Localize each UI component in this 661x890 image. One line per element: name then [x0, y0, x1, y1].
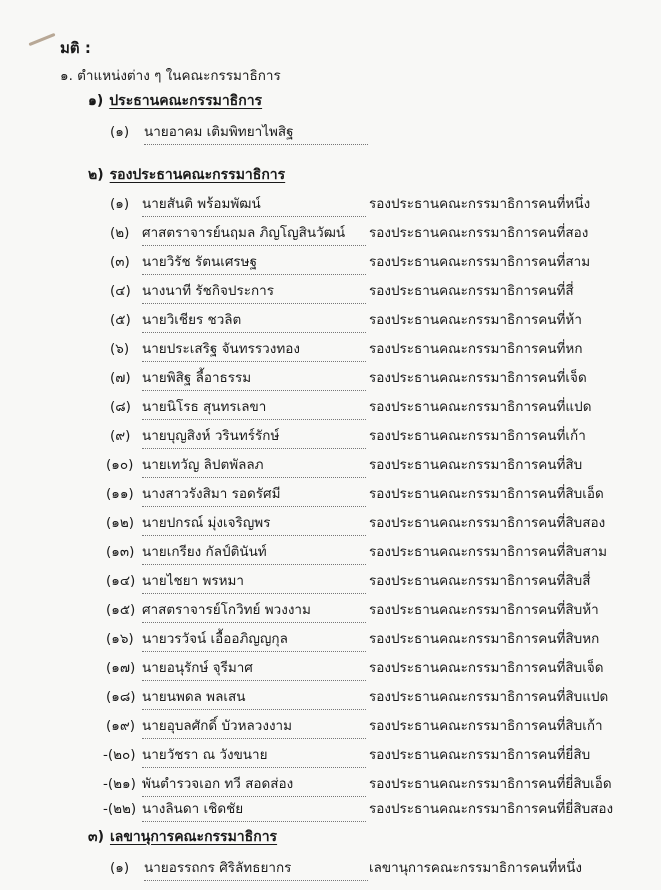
member-name: นายอรรถกร ศิริลัทธยากร — [144, 856, 368, 881]
member-name: นายวิเชียร ชวลิต — [142, 308, 366, 333]
member-role: รองประธานคณะกรรมาธิการคนที่สิบหก — [369, 631, 600, 647]
vice-chair-row — [0, 656, 661, 678]
member-name: พันตำรวจเอก ทวี สอดส่อง — [142, 772, 366, 797]
member-name: นายนพดล พลเสน — [142, 685, 366, 710]
resolution-heading: มติ : — [60, 39, 91, 57]
section-2-heading — [88, 164, 285, 186]
member-name: ศาสตราจารย์โกวิทย์ พวงงาม — [142, 598, 366, 623]
member-number: (๓) — [110, 254, 130, 270]
member-role: รองประธานคณะกรรมาธิการคนที่หนึ่ง — [369, 196, 591, 212]
member-role: รองประธานคณะกรรมาธิการคนที่สาม — [369, 254, 591, 270]
member-role: รองประธานคณะกรรมาธิการคนที่สิบสี่ — [369, 573, 591, 589]
member-number: (๑๖) — [106, 631, 134, 647]
vice-chair-row — [0, 250, 661, 272]
member-name: นางลินดา เชิดชัย — [142, 797, 366, 822]
member-role: รองประธานคณะกรรมาธิการคนที่สิบแปด — [369, 689, 609, 705]
member-number: (๑) — [110, 860, 130, 876]
section-2-title: รองประธานคณะกรรมาธิการ — [109, 167, 286, 183]
member-role: รองประธานคณะกรรมาธิการคนที่หก — [369, 341, 583, 357]
member-number: (๑๙) — [106, 718, 135, 734]
member-number: (๑๗) — [106, 660, 136, 676]
member-number: (๑๑) — [106, 486, 134, 502]
member-name: นายวิรัช รัตนเศรษฐ — [142, 250, 366, 275]
member-role: รองประธานคณะกรรมาธิการคนที่ห้า — [369, 312, 582, 328]
vice-chair-row — [0, 569, 661, 591]
vice-chair-row — [0, 308, 661, 330]
vice-chair-row — [0, 540, 661, 562]
member-role: รองประธานคณะกรรมาธิการคนที่สี่ — [369, 283, 574, 299]
member-role: รองประธานคณะกรรมาธิการคนที่ยี่สิบเอ็ด — [369, 776, 612, 792]
member-number: (๑๓) — [106, 544, 135, 560]
member-number: (๑) — [110, 196, 130, 212]
member-name: นายสันติ พร้อมพัฒน์ — [142, 192, 366, 217]
vice-chair-row — [0, 337, 661, 359]
member-number: (๔) — [110, 283, 131, 299]
vice-chair-row — [0, 279, 661, 301]
vice-chair-row — [0, 797, 661, 819]
member-role: รองประธานคณะกรรมาธิการคนที่สิบ — [369, 457, 583, 473]
member-number: (๑๘) — [106, 689, 136, 705]
vice-chair-row — [0, 772, 661, 794]
member-number: (๑๐) — [106, 457, 134, 473]
member-role: รองประธานคณะกรรมาธิการคนที่สิบสาม — [369, 544, 607, 560]
member-name: ศาสตราจารย์นฤมล ภิญโญสินวัฒน์ — [142, 221, 366, 246]
member-name: นายปกรณ์ มุ่งเจริญพร — [142, 511, 366, 536]
member-number: (๗) — [110, 370, 131, 386]
member-role: รองประธานคณะกรรมาธิการคนที่สิบห้า — [369, 602, 599, 618]
vice-chair-row — [0, 424, 661, 446]
vice-chair-row — [0, 395, 661, 417]
vice-chair-row — [0, 192, 661, 214]
vice-chair-row — [0, 482, 661, 504]
section-3-title: เลขานุการคณะกรรมาธิการ — [109, 829, 278, 845]
member-name: นายประเสริฐ จันทรรวงทอง — [142, 337, 366, 362]
section-3-heading — [88, 826, 277, 848]
member-role: เลขานุการคณะกรรมาธิการคนที่หนึ่ง — [369, 860, 583, 876]
vice-chair-row — [0, 598, 661, 620]
vice-chair-row — [0, 221, 661, 243]
section-1-number: ๑) — [88, 93, 104, 109]
member-number: (๑) — [110, 124, 130, 140]
member-name: นางนาที รัชกิจประการ — [142, 279, 366, 304]
member-number: (๕) — [110, 312, 131, 328]
member-number: (๑๔) — [106, 573, 136, 589]
section-3-number: ๓) — [88, 829, 104, 845]
member-number: (๘) — [110, 399, 131, 415]
vice-chair-row — [0, 685, 661, 707]
vice-chair-row — [0, 743, 661, 765]
member-name: นายวรวัจน์ เอื้ออภิญญกุล — [142, 627, 366, 652]
vice-chair-row — [0, 366, 661, 388]
member-role: รองประธานคณะกรรมาธิการคนที่เก้า — [369, 428, 586, 444]
member-role: รองประธานคณะกรรมาธิการคนที่สิบเก้า — [369, 718, 603, 734]
member-name: นายอาคม เติมพิทยาไพสิฐ — [144, 120, 368, 145]
member-number: -(๒๑) — [103, 776, 136, 792]
vice-chair-row — [0, 627, 661, 649]
item-1-title: ๑. ตำแหน่งต่าง ๆ ในคณะกรรมาธิการ — [60, 68, 281, 84]
member-name: นายบุญสิงห์ วรินทร์รักษ์ — [142, 424, 366, 449]
member-number: (๙) — [110, 428, 131, 444]
member-name: นายไชยา พรหมา — [142, 569, 366, 594]
chairman-row — [0, 120, 661, 142]
member-number: (๑๒) — [106, 515, 135, 531]
member-role: รองประธานคณะกรรมาธิการคนที่เจ็ด — [369, 370, 587, 386]
member-number: (๒) — [110, 225, 130, 241]
member-role: รองประธานคณะกรรมาธิการคนที่สิบเจ็ด — [369, 660, 604, 676]
member-role: รองประธานคณะกรรมาธิการคนที่สิบเอ็ด — [369, 486, 604, 502]
section-1-title: ประธานคณะกรรมาธิการ — [109, 93, 263, 109]
member-name: นายนิโรธ สุนทรเลขา — [142, 395, 366, 420]
member-name: นายพิสิฐ ลี้อาธรรม — [142, 366, 366, 391]
member-role: รองประธานคณะกรรมาธิการคนที่สิบสอง — [369, 515, 606, 531]
vice-chair-row — [0, 453, 661, 475]
member-name: นายวัชรา ณ วังขนาย — [142, 743, 366, 768]
member-number: (๖) — [110, 341, 130, 357]
member-role: รองประธานคณะกรรมาธิการคนที่แปด — [369, 399, 592, 415]
member-number: (๑๕) — [106, 602, 136, 618]
vice-chair-row — [0, 714, 661, 736]
secretary-row — [0, 856, 661, 878]
member-role: รองประธานคณะกรรมาธิการคนที่ยี่สิบสอง — [369, 801, 614, 817]
member-name: นายเกรียง กัลป์ตินันท์ — [142, 540, 366, 565]
member-name: นายเทวัญ ลิปตพัลลภ — [142, 453, 366, 478]
member-name: นายอนุรักษ์ จุรีมาศ — [142, 656, 366, 681]
member-number: -(๒๐) — [103, 747, 136, 763]
section-2-number: ๒) — [88, 167, 104, 183]
member-name: นางสาวรังสิมา รอดรัศมี — [142, 482, 366, 507]
member-number: -(๒๒) — [103, 801, 137, 817]
section-1-heading — [88, 90, 262, 112]
vice-chair-row — [0, 511, 661, 533]
member-name: นายอุบลศักดิ์ บัวหลวงงาม — [142, 714, 366, 739]
pen-mark — [28, 33, 55, 46]
member-role: รองประธานคณะกรรมาธิการคนที่สอง — [369, 225, 589, 241]
member-role: รองประธานคณะกรรมาธิการคนที่ยี่สิบ — [369, 747, 591, 763]
